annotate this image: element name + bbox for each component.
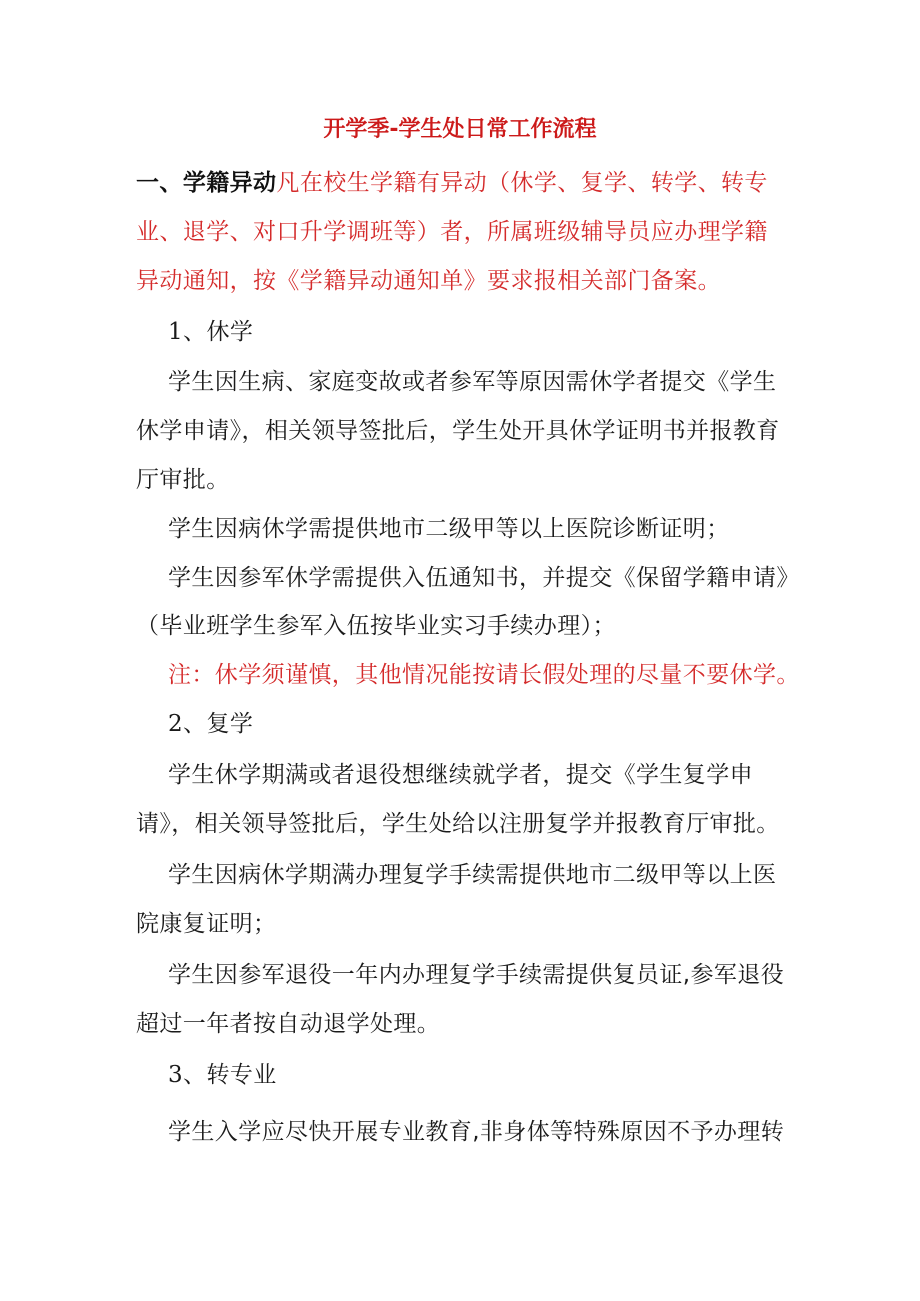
item3-para1-line: 学生入学应尽快开展专业教育,非身体等特殊原因不予办理转: [168, 1119, 785, 1145]
item3-heading: [168, 1055, 277, 1095]
item2-label: 复学: [206, 711, 254, 737]
item1-para3-line: （毕业班学生参军入伍按毕业实习手续办理）；: [136, 613, 616, 639]
section1-intro-line: 异动通知，按《学籍异动通知单》要求报相关部门备案。: [136, 268, 721, 294]
item2-para3-line: 超过一年者按自动退学处理。: [136, 1011, 441, 1037]
item1-para1-line: 休学申请》，相关领导签批后，学生处开具休学证明书并报教育: [136, 418, 780, 444]
item1-label: 休学: [206, 319, 254, 345]
section1-heading: 学籍异动: [182, 170, 277, 196]
item2-para2-line: 学生因病休学期满办理复学手续需提供地市二级甲等以上医: [168, 862, 777, 888]
item2-para2-line: 院康复证明；: [136, 911, 277, 937]
item3-number: 3、: [168, 1062, 207, 1088]
item1-para2: 学生因病休学需提供地市二级甲等以上医院诊断证明；: [168, 516, 730, 542]
item2-para1-line: 学生休学期满或者退役想继续就学者，提交《学生复学申: [168, 762, 753, 788]
item2-para3-line: 学生因参军退役一年内办理复学手续需提供复员证,参军退役: [168, 962, 785, 988]
section1-intro-line: 业、退学、对口升学调班等）者，所属班级辅导员应办理学籍: [136, 219, 768, 245]
item1-para3-line: 学生因参军休学需提供入伍通知书，并提交《保留学籍申请》: [168, 565, 800, 591]
document-title: 开学季-学生处日常工作流程: [323, 117, 597, 142]
item2-para1-line: 请》，相关领导签批后，学生处给以注册复学并报教育厅审批。: [136, 811, 780, 837]
section1-first-line: [136, 163, 768, 203]
item1-para1-line: 学生因生病、家庭变故或者参军等原因需休学者提交《学生: [168, 369, 777, 395]
item1-heading: [168, 312, 253, 352]
item1-number: 1、: [168, 319, 207, 345]
item2-number: 2、: [168, 711, 207, 737]
item1-note: 注：休学须谨慎，其他情况能按请长假处理的尽量不要休学。: [168, 662, 800, 688]
section1-intro-line: 凡在校生学籍有异动（休学、复学、转学、转专: [276, 170, 768, 196]
item2-heading: [168, 704, 253, 744]
item1-para1-line: 厅审批。: [136, 467, 230, 493]
section1-prefix: 一、: [136, 170, 183, 196]
item3-label: 转专业: [206, 1062, 277, 1088]
